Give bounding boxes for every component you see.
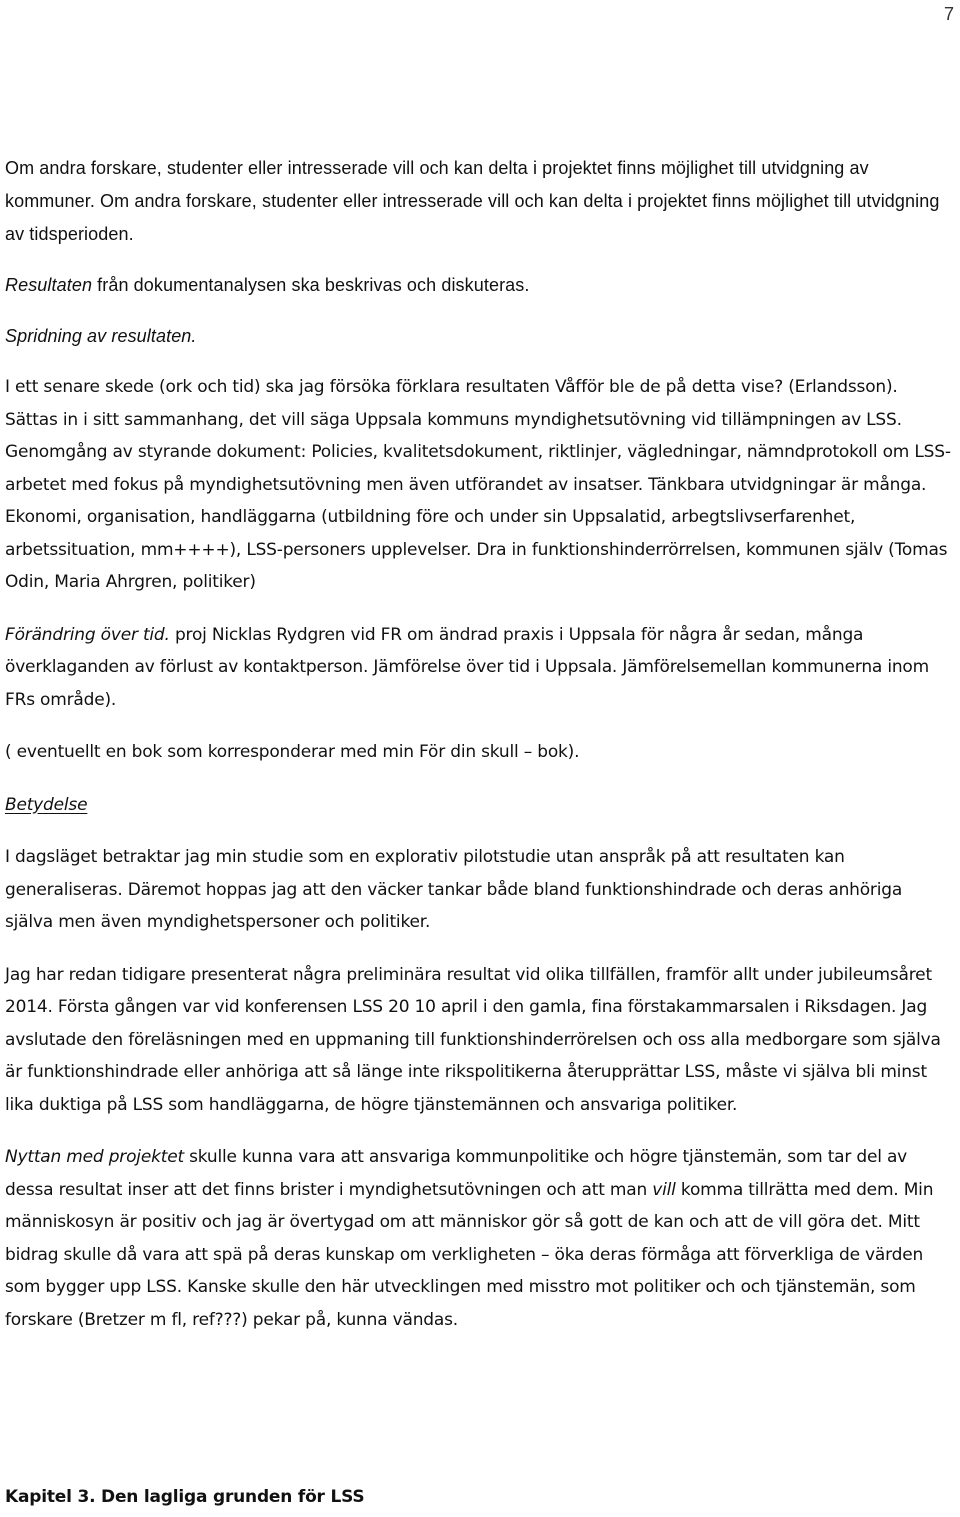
results-italic-lead: Resultaten <box>5 275 93 295</box>
change-text: proj Nicklas Rydgren vid FR om ändrad praxis i Uppsala för några år sedan, många överklaganden av förlust av kontaktperson. Jämförelse över tid i Uppsala. Jämförelsemellan kommunerna inom FRs område). <box>5 624 929 710</box>
benefit-italic-vill: vill <box>652 1179 676 1200</box>
paragraph-expansion: Om andra forskare, studenter eller intresserade vill och kan delta i projektet finns möjlighet till utvidgning av kommuner. Om andra forskare, studenter eller intresserade vill och kan delta i projektet finns möjlighet till utvidgning av tidsperioden. <box>5 158 940 244</box>
benefit-italic-lead: Nyttan med projektet <box>5 1147 184 1167</box>
paragraph-previous-presentations: Jag har redan tidigare presenterat några preliminära resultat vid olika tillfällen, framför allt under jubileumsåret 2014. Första gången var vid konferensen LSS 20 10 april i den gamla, fina förstakammarsalen i Riksdagen. Jag avslutade den föreläsningen med en uppmaning till funktionshinderrörelsen och oss alla medborgare som själva är funktionshindrade eller anhöriga att så länge inte rikspolitikerna återupprättar LSS, måste vi själva bli minst lika duktiga på LSS som handläggarna, de högre tjänstemännen och ansvariga politiker. <box>5 964 941 1115</box>
paragraph-change-over-time <box>5 619 955 717</box>
dissemination-italic: Spridning av resultaten. <box>5 326 197 346</box>
page-number: 7 <box>943 4 954 24</box>
paragraph-results <box>5 269 955 302</box>
chapter-heading: Kapitel 3. Den lagliga grunden för LSS <box>5 1487 365 1507</box>
paragraph-later-stage: I ett senare skede (ork och tid) ska jag försöka förklara resultaten Våfför ble de på detta vise? (Erlandsson). Sättas in i sitt sammanhang, det vill säga Uppsala kommuns myndighetsutövning vid tillämpningen av LSS. Genomgång av styrande dokument: Policies, kvalitetsdokument, riktlinjer, vägledningar, nämndprotokoll om LSS-arbetet med fokus på myndighetsutövning men även utförandet av insatser. Tänkbara utvidgningar är många. Ekonomi, organisation, handläggarna (utbildning före och under sin Uppsalatid, arbegtslivserfarenhet, arbetssituation, mm++++), LSS-personers upplevelser. Dra in funktionshinderrörrelsen, kommunen själv (Tomas Odin, Maria Ahrgren, politiker) <box>5 377 951 592</box>
document-body <box>5 152 955 1336</box>
benefit-text-mid: skulle kunna vara att ansvariga kommunpolitike och högre tjänstemän, som tar del av dessa resultat inser att det finns brister i myndighetsutövningen och att man <box>5 1147 908 1200</box>
paragraph-project-benefit <box>5 1141 955 1336</box>
paragraph-dissemination-heading <box>5 320 955 353</box>
section-heading-betydelse <box>5 789 955 822</box>
paragraph-book-note: ( eventuellt en bok som korresponderar med min För din skull – bok). <box>5 742 580 762</box>
change-italic-lead: Förändring över tid. <box>5 624 170 645</box>
results-text: från dokumentanalysen ska beskrivas och diskuteras. <box>92 275 530 295</box>
paragraph-pilot-study: I dagsläget betraktar jag min studie som en explorativ pilotstudie utan anspråk på att resultaten kan generaliseras. Däremot hoppas jag att den väcker tankar både bland funktionshindrade och deras anhöriga själva men även myndighetspersoner och politiker. <box>5 847 903 932</box>
benefit-text-rest: komma tillrätta med dem. Min människosyn är positiv och jag är övertygad om att människor gör så gott de kan och att de vill göra det. Mitt bidrag skulle då vara att spä på deras kunskap om verkligheten – öka deras förmåga att förverkliga de värden som bygger upp LSS. Kanske skulle den här utvecklingen med misstro mot politiker och och tjänstemän, som forskare (Bretzer m fl, ref???) pekar på, kunna vändas. <box>5 1179 934 1330</box>
betydelse-heading-text: Betydelse <box>5 794 88 815</box>
